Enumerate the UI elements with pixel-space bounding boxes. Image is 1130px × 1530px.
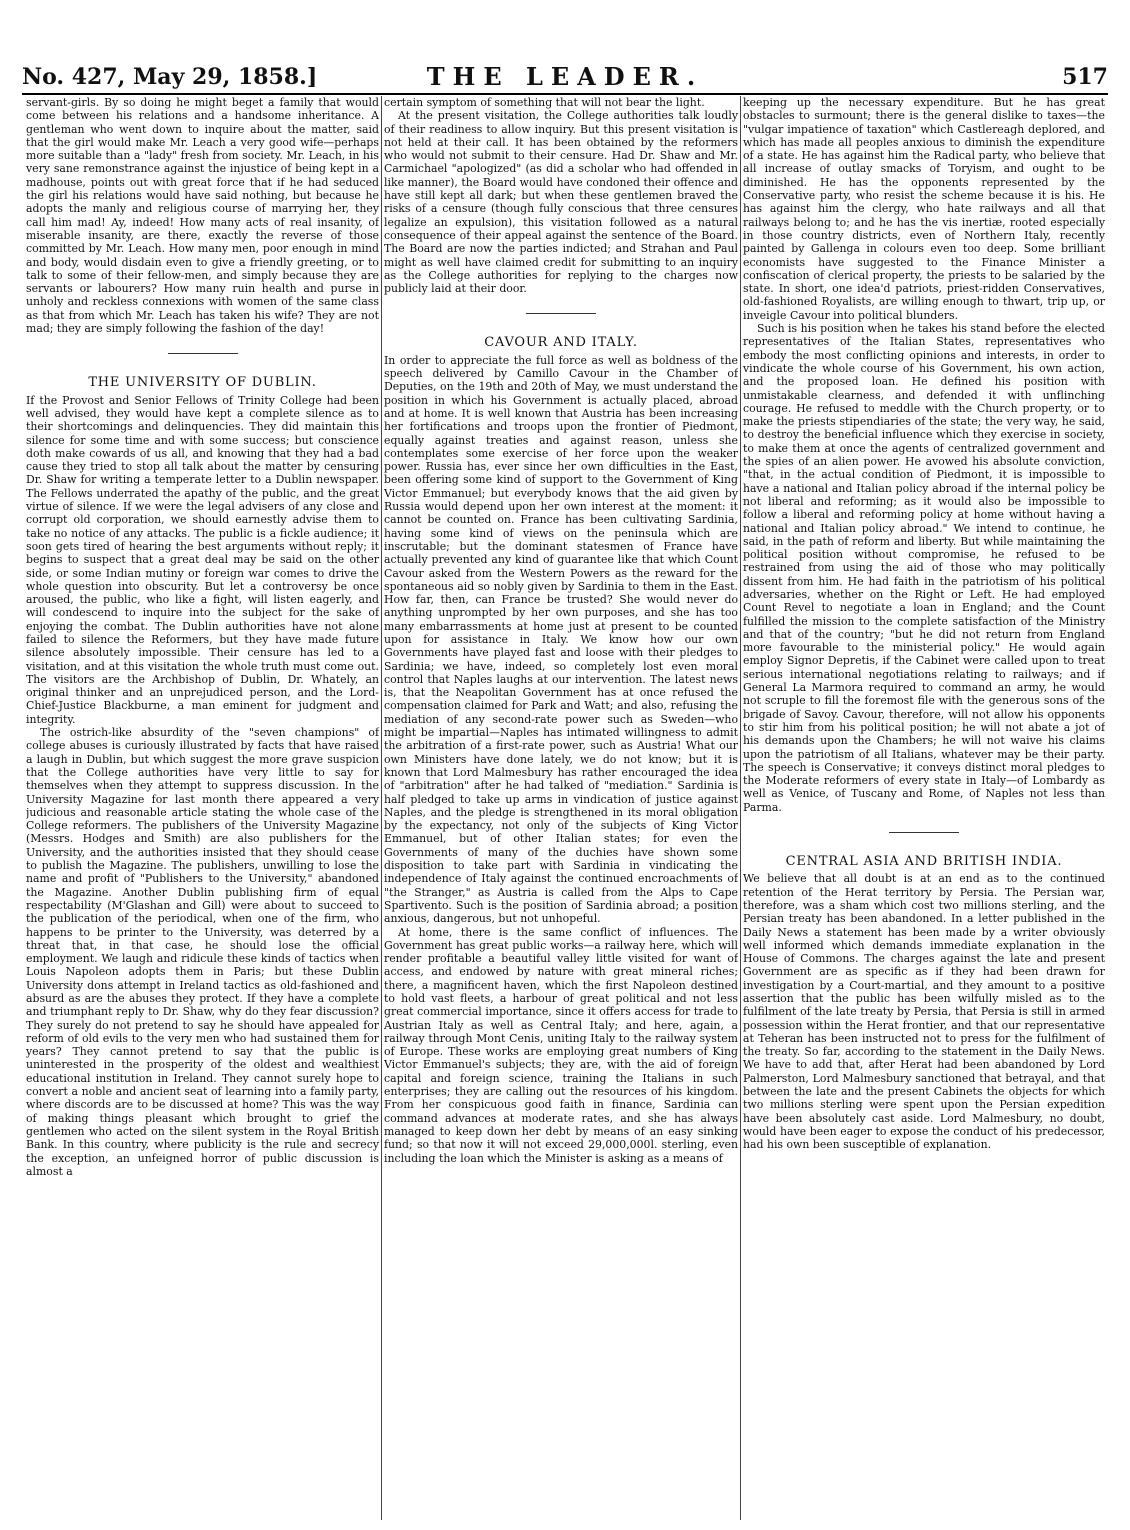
- paragraph: Such is his position when he takes his stand before the elected representatives of the Italian States, representatives who embody the most conflicting opinions and interests, in order to vindicate the whole course of his Government, his own action, and the proposed loan. He defined his position with unmistakable clearness, and defended it with unflinching courage. He refused to meddle with the Church property, or to make the priests stipendiaries of the state; the very way, he said, to destroy the beneficial influence which they exercise in society, to make them at once the agents of centralized government and the spies of an alien power. He avowed his absolute conviction, "that, in the actual condition of Piedmont, it is impossible to have a national and Italian policy abroad if the internal policy be not liberal and reforming; as it would also be impossible to follow a liberal and reforming policy at home without having a national and Italian policy abroad." We intend to continue, he said, in the path of reform and liberty. But while maintaining the political position without compromise, he refused to be restrained from using the aid of those who may politically dissent from him. He had faith in the patriotism of his political adversaries, whether on the Right or Left. He had employed Count Revel to negotiate a loan in England; and the Count fulfilled the mission to the complete satisfaction of the Ministry and that of the country; "but he did not return from England more favourable to the ministerial policy." He would again employ Signor Depretis, if the Cabinet were called upon to treat serious international negotiations relating to railways; and if General La Marmora required to command an army, he would not scruple to fill the foremost file with the generous sons of the brigade of Savoy. Cavour, therefore, will not allow his opponents to stir him from his political position; he will not abate a jot of his demands upon the Chambers; he will not waive his claims upon the patriotism of all Italians, whatever may be their party. The speech is Conservative; it conveys distinct moral pledges to the Moderate reformers of every state in Italy—of Lombardy as well as Venice, of Tuscany and Rome, of Naples not less than Parma.: [743, 322, 1105, 814]
- page-number: 517: [1062, 64, 1108, 90]
- paragraph: In order to appreciate the full force as well as boldness of the speech delivered by Camillo Cavour in the Chamber of Deputies, on the 19th and 20th of May, we must understand the position in which his Government is actually placed, abroad and at home. It is well known that Austria has been increasing her fortifications and troops upon the frontier of Piedmont, equally against treaties and against reason, unless she contemplates some exercise of her force upon the weaker power. Russia has, ever since her own difficulties in the East, been offering some kind of support to the Government of King Victor Emmanuel; but everybody knows that the aid given by Russia would depend upon her own interest at the moment: it cannot be counted on. France has been cultivating Sardinia, having some kind of views on the peninsula which are inscrutable; but the dominant statesmen of France have actually prevented any kind of guarantee like that which Count Cavour asked from the Western Powers as the reward for the spontaneous aid so nobly given by Sardinia to them in the East. How far, then, can France be trusted? She would never do anything unprompted by her own purposes, and she has too many embarrassments at home just at present to be counted upon for assistance in Italy. We know how our own Governments have played fast and loose with their pledges to Sardinia; we have, indeed, so completely lost even moral control that Naples laughs at our intervention. The latest news is, that the Neapolitan Government has at once refused the compensation claimed for Park and Watt; and also, refusing the mediation of any second-rate power such as Sweden—who might be impartial—Naples has intimated willingness to admit the arbitration of a first-rate power, such as Austria! What our own Ministers have done lately, we do not know; but it is known that Lord Malmesbury has rather encouraged the idea of "arbitration" after he had talked of "mediation." Sardinia is half pledged to take up arms in vindication of justice against Naples, and the pledge is strengthened in its moral obligation by the expectancy, not only of the subjects of King Victor Emmanuel, but of other Italian states; for even the Governments of many of the duchies have shown some disposition to take part with Sardinia in vindicating the independence of Italy against the continued encroachments of "the Stranger," as Austria is called from the Alps to Cape Spartivento. Such is the position of Sardinia abroad; a position anxious, dangerous, but not unhopeful.: [384, 353, 738, 926]
- column-1: [26, 96, 379, 1520]
- article-divider: [889, 832, 959, 833]
- header-rule: [22, 93, 1108, 95]
- article-heading: CENTRAL ASIA AND BRITISH INDIA.: [785, 854, 1063, 870]
- newspaper-title: THE LEADER.: [426, 62, 704, 91]
- paragraph: We believe that all doubt is at an end as to the continued retention of the Herat territory by Persia. The Persian war, therefore, was a sham which cost two millions sterling, and the Persian treaty has been abandoned. In a letter published in the Daily News a statement has been made by a writer obviously well informed which demands immediate explanation in the House of Commons. The charges against the late and present Government are as specific as if they had been drawn for investigation by a Court-martial, and they amount to a positive assertion that the public has been wilfully misled as to the fulfilment of the late treaty by Persia, that Persia is still in armed possession within the Herat frontier, and that our representative at Teheran has been instructed not to press for the fulfilment of the treaty. So far, according to the statement in the Daily News. We have to add that, after Herat had been abandoned by Lord Palmerston, Lord Malmesbury sanctioned that betrayal, and that between the late and the present Cabinets the objects for which two millions sterling were spent upon the Persian expedition have been absolutely cast aside. Lord Malmesbury, no doubt, would have been eager to expose the conduct of his predecessor, had his own been susceptible of explanation.: [743, 872, 1105, 1152]
- column-3: [743, 96, 1105, 1520]
- paragraph: certain symptom of something that will not bear the light.: [384, 96, 705, 109]
- paragraph: servant-girls. By so doing he might beget a family that would come between his relations and a handsome inheritance. A gentleman who went down to inquire about the matter, said that the girl would make Mr. Leach a very good wife—perhaps more suitable than a "lady" fresh from society. Mr. Leach, in his very sane remonstrance against the injustice of being kept in a madhouse, points out with great force that if he had seduced the girl his relations would have said nothing, but because he adopts the manly and religious course of marrying her, they call him mad! Ay, indeed! How many acts of real insanity, of miserable insanity, are there, exactly the reverse of those committed by Mr. Leach. How many men, poor enough in mind and body, would disdain even to give a friendly greeting, or to talk to some of their fellow-men, and simply because they are servants or labourers? How many ruin health and purse in unholy and reckless connexions with women of the same class as that from which Mr. Leach has taken his wife? They are not mad; they are simply following the fashion of the day!: [26, 96, 379, 336]
- paragraph: At the present visitation, the College authorities talk loudly of their readiness to allow inquiry. But this present visitation is not held at their call. It has been obtained by the reformers who would not submit to their censure. Had Dr. Shaw and Mr. Carmichael "apologized" (as did a scholar who had offended in like manner), the Board would have condoned their offence and have still kept all dark; but when these gentlemen braved the risks of a censure (though fully conscious that three censures legalize an expulsion), this visitation followed as a natural consequence of their appeal against the sentence of the Board. The Board are now the parties indicted; and Strahan and Paul might as well have claimed credit for submitting to an inquiry as the College authorities for replying to the charges now publicly laid at their door.: [384, 109, 738, 296]
- article-heading: THE UNIVERSITY OF DUBLIN.: [88, 375, 317, 391]
- column-2: [384, 96, 738, 1520]
- paragraph: At home, there is the same conflict of influences. The Government has great public works—a railway here, which will render profitable a beautiful valley little visited for want of access, and endowed by nature with great mineral riches; there, a magnificent haven, which the first Napoleon destined to hold vast fleets, a harbour of great political and not less great commercial importance, since it offers access for trade to Austrian Italy as well as Central Italy; and here, again, a railway through Mont Cenis, uniting Italy to the railway system of Europe. These works are employing great numbers of King Victor Emmanuel's subjects; they are, with the aid of foreign capital and foreign science, training the Italians in such enterprises; they are calling out the resources of his kingdom. From her conspicuous good faith in finance, Sardinia can command advances at moderate rates, and she has always managed to keep down her debt by means of an easy sinking fund; so that now it will not exceed 29,000,000l. sterling, even including the loan which the Minister is asking as a means of: [384, 925, 738, 1165]
- issue-date: No. 427, May 29, 1858.]: [22, 64, 318, 90]
- article-heading: CAVOUR AND ITALY.: [484, 335, 638, 351]
- masthead: [22, 58, 1108, 98]
- column-divider: [381, 96, 382, 1520]
- paragraph: keeping up the necessary expenditure. But he has great obstacles to surmount; there is the general dislike to taxes—the "vulgar impatience of taxation" which Castlereagh deplored, and which has made all peoples anxious to diminish the expenditure of a state. He has against him the Radical party, who believe that all increase of outlay smacks of Toryism, and ought to be diminished. He has the opponents represented by the Conservative party, who resist the scheme because it is his. He has against him the clergy, who hate railways and all that railways belong to; and he has the vis inertiæ, rooted especially in those country districts, even of Northern Italy, recently painted by Gallenga in colours even too deep. Some brilliant economists have suggested to the Finance Minister a confiscation of clerical property, the priests to be salaried by the state. In short, one idea'd patriots, priest-ridden Conservatives, old-fashioned Royalists, are willing enough to thwart, trip up, or inveigle Cavour into political blunders.: [743, 96, 1105, 322]
- article-divider: [526, 313, 596, 314]
- column-divider: [740, 96, 741, 1520]
- article-divider: [168, 353, 238, 354]
- paragraph: If the Provost and Senior Fellows of Trinity College had been well advised, they would have kept a complete silence as to their shortcomings and delinquencies. They did maintain this silence for some time and with some success; but conscience doth make cowards of us all, and knowing that they had a bad cause they tried to stop all talk about the matter by censuring Dr. Shaw for writing a temperate letter to a Dublin newspaper. The Fellows underrated the apathy of the public, and the great virtue of silence. If we were the legal advisers of any close and corrupt old corporation, we should earnestly advise them to take no notice of any attacks. The public is a fickle audience; it soon gets tired of hearing the best arguments without reply; it begins to suspect that a great deal may be said on the other side, or some Indian mutiny or foreign war comes to drive the whole question into obscurity. But let a controversy be once aroused, the public, who like a fight, will listen eagerly, and will condescend to inquire into the subject for the sake of enjoying the combat. The Dublin authorities have not alone failed to silence the Reformers, but they have made future silence absolutely impossible. Their censure has led to a visitation, and at this visitation the whole truth must come out. The visitors are the Archbishop of Dublin, Dr. Whately, an original thinker and an unprejudiced person, and the Lord-Chief-Justice Blackburne, a man eminent for judgment and integrity.: [26, 393, 379, 726]
- paragraph: The ostrich-like absurdity of the "seven champions" of college abuses is curiously illustrated by facts that have raised a laugh in Dublin, but which suggest the more grave suspicion that the College authorities have very little to say for themselves when they attempt to suppress discussion. In the University Magazine for last month there appeared a very judicious and reasonable article stating the whole case of the College reformers. The publishers of the University Magazine (Messrs. Hodges and Smith) are also publishers for the University, and the authorities insisted that they should cease to publish the Magazine. The publishers, unwilling to lose the name and profit of "Publishers to the University," abandoned the Magazine. Another Dublin publishing firm of equal respectability (M'Glashan and Gill) were about to succeed to the publication of the periodical, when one of the firm, who happens to be printer to the University, was deterred by a threat that, in that case, he should lose the official employment. We laugh and ridicule these kinds of tactics when Louis Napoleon adopts them in Paris; but these Dublin University dons attempt in Ireland tactics as old-fashioned and absurd as are the abuses they protect. If they have a complete and triumphant reply to Dr. Shaw, why do they fear discussion? They surely do not pretend to say he should have appealed for reform of old evils to the very men who had sustained them for years? They cannot pretend to say that the public is uninterested in the prosperity of the oldest and wealthiest educational institution in Ireland. They cannot surely hope to convert a noble and ancient seat of learning into a family party, where discords are to be discussed at home? This was the way of making things pleasant which brought to grief the gentlemen who acted on the silent system in the Royal British Bank. In this country, where publicity is the rule and secrecy the exception, an unfeigned horror of public discussion is almost a: [26, 726, 379, 1178]
